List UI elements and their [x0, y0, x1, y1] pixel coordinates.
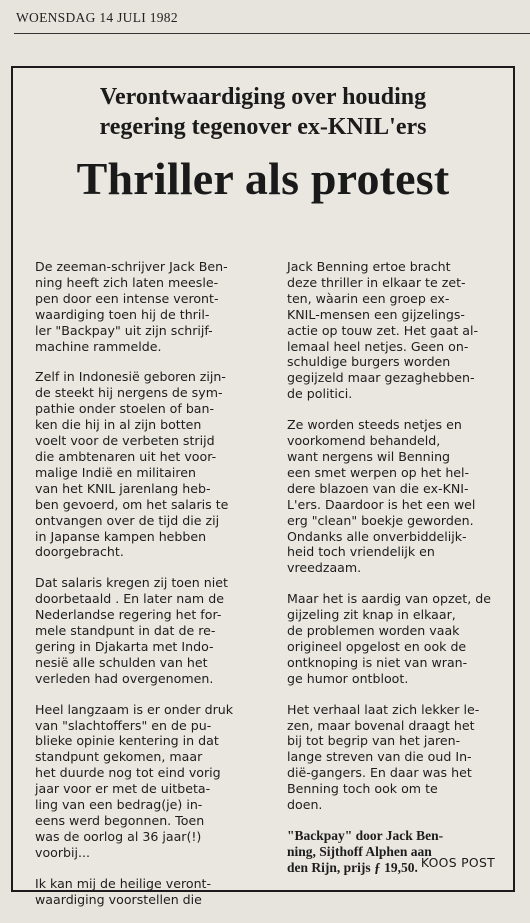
- paragraph: Maar het is aardig van opzet, de gijzeling zit knap in elkaar, de problemen worden vaak origineel opgelost en ook de ontknoping is niet van wran- ge humor ontbloot.: [287, 591, 491, 686]
- article-kicker: [13, 82, 513, 142]
- paragraph: Ze worden steeds netjes en voorkomend behandeld, want nergens wil Benning een smet werpen op het hel- dere blazoen van die ex-KNI- L'ers. Daardoor is het een wel erg "clean" boekje geworden. Ondanks alle onverbiddelijk- heid toch vriendelijk en vreedzaam.: [287, 417, 476, 576]
- dateline: WOENSDAG 14 JULI 1982: [16, 10, 178, 25]
- article-box: [11, 66, 515, 907]
- kicker-line-2: regering tegenover ex-KNIL'ers: [99, 114, 427, 140]
- article-headline: Thriller als protest: [76, 153, 450, 204]
- kicker-line-1: Verontwaardiging over houding: [99, 84, 427, 110]
- paragraph: Ik kan mij de heilige veront- waardiging voorstellen die: [35, 875, 212, 907]
- byline: KOOS POST: [420, 855, 495, 870]
- paragraph: De zeeman-schrijver Jack Ben- ning heeft zich laten meesle- pen door een intense veront- waardiging toen hij de thril- ler "Backpay" uit zijn schrijf- machine rammelde.: [35, 259, 228, 354]
- book-note: "Backpay" door Jack Ben- ning, Sijthoff Alphen aan den Rijn, prijs ƒ 19,50.: [287, 828, 444, 875]
- paragraph: Het verhaal laat zich lekker le- zen, maar bovenal draagt het bij tot begrip van het jaren- lange streven van die oud In- dië-gangers. En daar was het Benning toch ook om te doen.: [287, 701, 480, 813]
- header-rule: [14, 33, 530, 34]
- left-column: [35, 259, 253, 923]
- right-column: [287, 259, 505, 891]
- paragraph: Dat salaris kregen zij toen niet doorbetaald . En later nam de Nederlandse regering het for- mele standpunt in dat de re- gering in Djakarta met Indo- nesië alle schulden van het verleden had overgenomen.: [35, 575, 228, 686]
- paragraph: Zelf in Indonesië geboren zijn- de steekt hij nergens de sym- pathie onder stoelen of ban- ken die hij in al zijn botten voelt voor de verbeten strijd die ambtenaren uit het voor- malige Indië en militairen van het KNIL jarenlang heb- ben gevoerd, om het salaris te ontvangen over de tijd die zij in Japanse kampen hebben doorgebracht.: [35, 369, 229, 560]
- paragraph: Heel langzaam is er onder druk van "slachtoffers" en de pu- blieke opinie kentering in dat standpunt gekomen, maar het duurde nog tot eind vorig jaar voor er met de uitbeta- ling van een bedrag(je) in- eens werd begonnen. Toen was de oorlog al 36 jaar(!) voorbij...: [35, 701, 234, 860]
- paragraph: Jack Benning ertoe bracht deze thriller in elkaar te zet- ten, wàarin een groep ex- KNIL-mensen een gijzelings- actie op touw zet. Het gaat al- lemaal heel netjes. Geen on- schuldige burgers worden gegijzeld maar gezaghebben- de politici.: [287, 259, 479, 402]
